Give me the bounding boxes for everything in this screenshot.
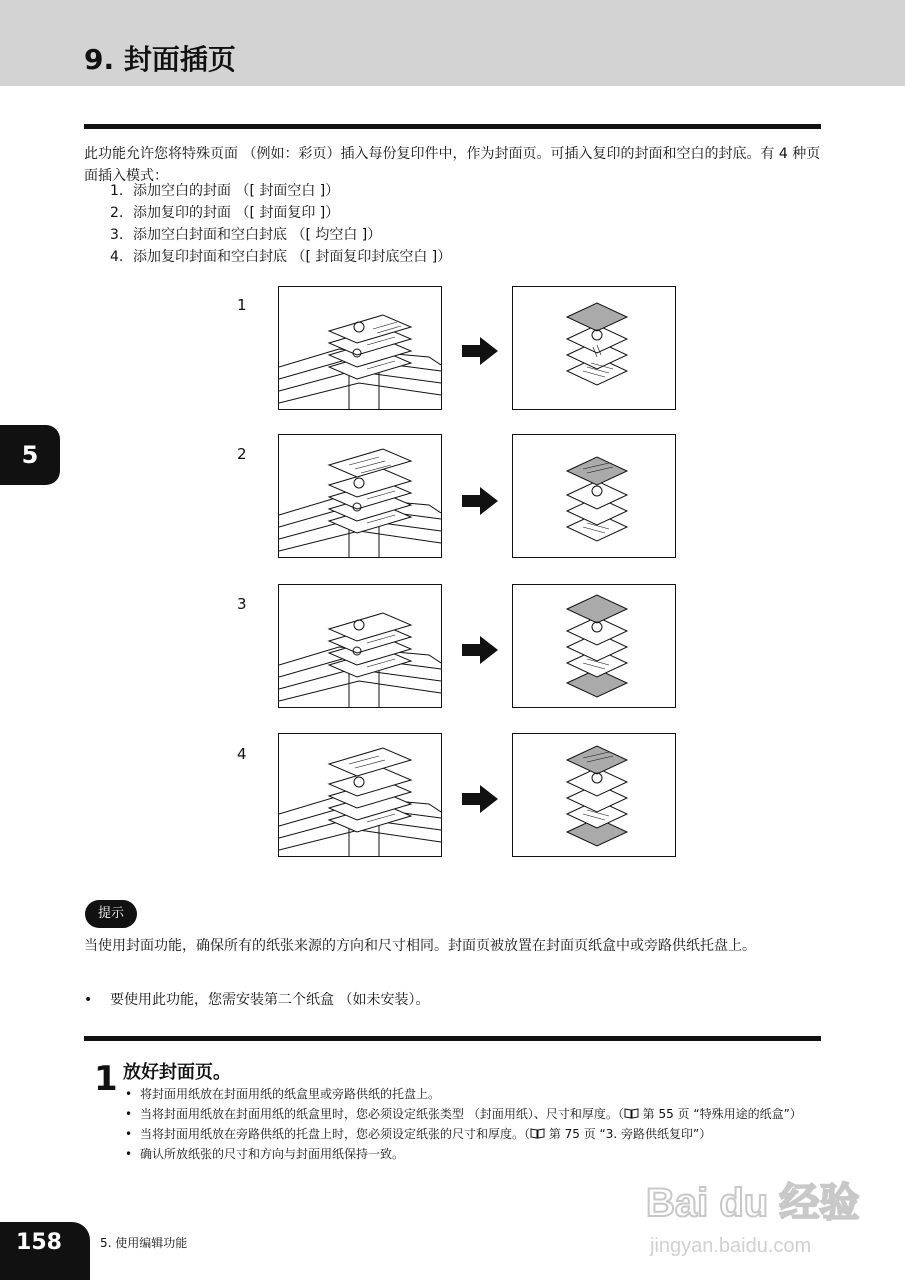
hint-badge: 提示 [85, 900, 137, 928]
mode-number: 1. [110, 183, 124, 199]
mode-item [84, 202, 451, 224]
mode-item [84, 246, 451, 268]
step-item-text: 当将封面用纸放在封面用纸的纸盒里时，您必须设定纸张类型 （封面用纸）、尺寸和厚度。（ [140, 1107, 624, 1121]
mode-item [84, 224, 451, 246]
mode-text: 添加复印的封面 （[ 封面复印 ]） [133, 205, 340, 221]
row-label-4: 4 [237, 745, 247, 763]
step-item-text: 确认所放纸张的尺寸和方向与封面用纸保持一致。 [140, 1147, 405, 1161]
step-item-text: 当将封面用纸放在旁路供纸的托盘上时，您必须设定纸张的尺寸和厚度。（ [140, 1127, 531, 1141]
step-item-text: 将封面用纸放在封面用纸的纸盒里或旁路供纸的托盘上。 [140, 1087, 441, 1101]
svg-text:Bai du 经验: Bai du 经验 [646, 1181, 860, 1225]
arrow-right-icon [462, 337, 498, 365]
copier-illustration-1 [278, 286, 442, 410]
copier-illustration-4 [278, 733, 442, 857]
output-illustration-2 [512, 434, 676, 558]
page-reference-link[interactable]: 第 75 页 “3. 旁路供纸复印”） [545, 1127, 712, 1141]
section-rule-bottom [84, 1036, 821, 1041]
mode-item [84, 180, 451, 202]
bullet-dot: • [84, 992, 93, 1008]
step-item [123, 1106, 823, 1123]
hint-bullet-text: 要使用此功能，您需安装第二个纸盒 （如未安装）。 [110, 992, 430, 1008]
book-icon [530, 1128, 545, 1139]
page-reference-link[interactable]: 第 55 页 “特殊用途的纸盒”） [638, 1107, 802, 1121]
step-item [123, 1086, 823, 1103]
footer-section-title: 5. 使用编辑功能 [100, 1236, 188, 1250]
svg-text:jingyan.baidu.com: jingyan.baidu.com [650, 1235, 812, 1257]
page-title: 9. 封面插页 [84, 43, 236, 76]
mode-text: 添加复印封面和空白封底 （[ 封面复印封底空白 ]） [133, 249, 452, 265]
copier-illustration-2 [278, 434, 442, 558]
mode-number: 3. [110, 227, 124, 243]
arrow-right-icon [462, 487, 498, 515]
book-icon [624, 1108, 639, 1119]
step-item [123, 1126, 823, 1143]
mode-text: 添加空白的封面 （[ 封面空白 ]） [133, 183, 340, 199]
chapter-tab: 5 [0, 425, 60, 485]
intro-paragraph: 此功能允许您将特殊页面 （例如：彩页）插入每份复印件中，作为封面页。可插入复印的封面和空白的封底。有 4 种页面插入模式： [84, 146, 821, 184]
row-label-1: 1 [237, 296, 247, 314]
hint-bullet [84, 989, 429, 1011]
page-number: 158 [16, 1230, 62, 1255]
output-illustration-4 [512, 733, 676, 857]
baidu-watermark-logo [642, 1160, 862, 1270]
output-illustration-1 [512, 286, 676, 410]
row-label-3: 3 [237, 595, 247, 613]
mode-number: 2. [110, 205, 124, 221]
arrow-right-icon [462, 785, 498, 813]
mode-text: 添加空白封面和空白封底 （[ 均空白 ]） [133, 227, 382, 243]
step-title: 放好封面页。 [123, 1062, 231, 1083]
hint-text: 当使用封面功能，确保所有的纸张来源的方向和尺寸相同。封面页被放置在封面页纸盒中或旁路供纸托盘上。 [84, 938, 756, 954]
mode-number: 4. [110, 249, 124, 265]
section-rule-top [84, 124, 821, 129]
step-list [123, 1086, 823, 1166]
output-illustration-3 [512, 584, 676, 708]
arrow-right-icon [462, 636, 498, 664]
mode-list [84, 180, 451, 268]
row-label-2: 2 [237, 445, 247, 463]
step-number: 1 [94, 1059, 118, 1099]
copier-illustration-3 [278, 584, 442, 708]
